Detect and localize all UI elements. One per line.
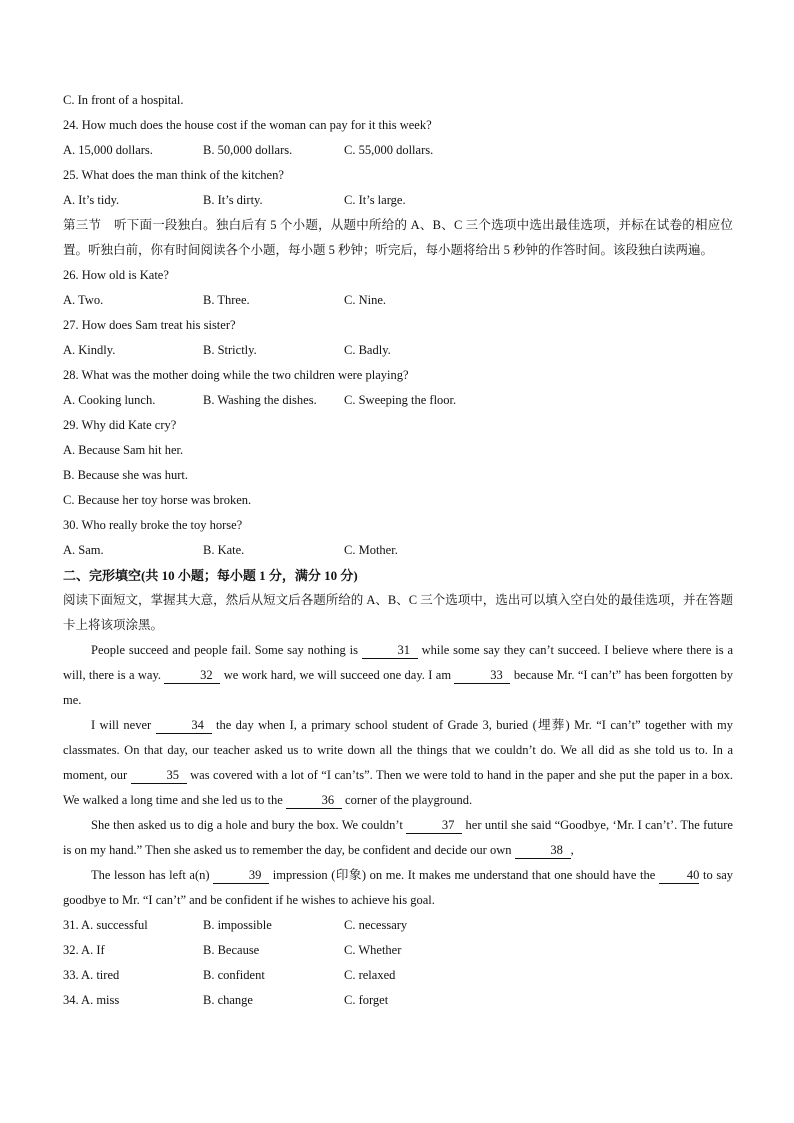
passage-paragraph-3: [63, 813, 733, 863]
options-24: [63, 138, 733, 163]
option-a: A. It’s tidy.: [63, 193, 120, 207]
passage-text: She then asked us to dig a hole and bury the box. We couldn’t: [91, 818, 407, 832]
option-c: C. Mother.: [344, 543, 398, 557]
exam-page: [63, 88, 733, 1013]
option-b: B. Washing the dishes.: [203, 393, 317, 407]
option-a: A. 15,000 dollars.: [63, 143, 153, 157]
part2-instructions: 阅读下面短文，掌握其大意，然后从短文后各题所给的 A、B、C 三个选项中，选出可以填入空白处的最佳选项，并在答题卡上将该项涂黑。: [63, 593, 733, 632]
part2-heading: 二、完形填空(共 10 小题；每小题 1 分，满分 10 分): [63, 568, 358, 583]
question-24: 24. How much does the house cost if the woman can pay for it this week?: [63, 118, 432, 132]
option-c: C. It’s large.: [344, 193, 406, 207]
option-a: A. Cooking lunch.: [63, 393, 156, 407]
option-c: C. necessary: [344, 918, 408, 932]
passage-text: her until she said “Goodbye, ‘Mr. I can’t’. The future is on my hand.” Then she asked us to remember the day, be confident and decide our own: [63, 818, 733, 857]
passage-text: to say goodbye to Mr. “I can’t” and be confident if he wishes to achieve his goal.: [63, 868, 733, 907]
blank-32: 32: [164, 668, 220, 684]
passage-text: we work hard, we will succeed one day. I am: [220, 668, 455, 682]
blank-35: 35: [131, 768, 187, 784]
options-26: [63, 288, 733, 313]
passage-text: The lesson has left a(n): [91, 868, 214, 882]
passage-paragraph-4: [63, 863, 733, 913]
passage-text: the day when I, a primary school student of Grade 3, buried (埋葬) Mr. “I can’t” together with my classmates. On that day, our teacher asked us to write down all the things that we couldn’t do. We all did as she told us to. In a moment, our: [63, 718, 733, 782]
option-c: C. Badly.: [344, 343, 391, 357]
cloze-options-31: [63, 913, 733, 938]
passage-text: while some say they can’t succeed. I believe where there is a will, there is a way.: [63, 643, 733, 682]
passage-paragraph-2: [63, 713, 733, 813]
cloze-options-33: [63, 963, 733, 988]
option-a: A. Kindly.: [63, 343, 116, 357]
option-b: B. Strictly.: [203, 343, 257, 357]
passage-paragraph-1: [63, 638, 733, 713]
option-a: A. Because Sam hit her.: [63, 443, 184, 457]
option-b: B. Because she was hurt.: [63, 468, 188, 482]
question-29: 29. Why did Kate cry?: [63, 418, 177, 432]
blank-39: 39: [213, 868, 269, 884]
passage-text: impression (印象) on me. It makes me understand that one should have the: [269, 868, 659, 882]
option-b: B. Because: [203, 943, 260, 957]
option-b: B. 50,000 dollars.: [203, 143, 293, 157]
option-b: B. confident: [203, 968, 265, 982]
option-line: C. In front of a hospital.: [63, 93, 184, 107]
option-c: C. Whether: [344, 943, 402, 957]
option-a: 31. A. successful: [63, 918, 148, 932]
option-b: B. Three.: [203, 293, 250, 307]
cloze-options-34: [63, 988, 733, 1013]
option-a: 33. A. tired: [63, 968, 120, 982]
cloze-options-32: [63, 938, 733, 963]
option-c: C. relaxed: [344, 968, 396, 982]
blank-37: 37: [406, 818, 462, 834]
passage-text: corner of the playground.: [341, 793, 473, 807]
passage-text: People succeed and people fail. Some say nothing is: [91, 643, 362, 657]
passage-text: ,: [570, 843, 574, 857]
option-c: C. Nine.: [344, 293, 387, 307]
option-b: B. change: [203, 993, 253, 1007]
option-b: B. Kate.: [203, 543, 245, 557]
question-27: 27. How does Sam treat his sister?: [63, 318, 236, 332]
option-b: B. It’s dirty.: [203, 193, 263, 207]
question-26: 26. How old is Kate?: [63, 268, 169, 282]
option-c: C. forget: [344, 993, 389, 1007]
question-30: 30. Who really broke the toy horse?: [63, 518, 243, 532]
option-a: A. Two.: [63, 293, 104, 307]
option-a: A. Sam.: [63, 543, 104, 557]
blank-31: 31: [362, 643, 418, 659]
blank-36: 36: [286, 793, 342, 809]
passage-text: was covered with a lot of “I can’ts”. Then we were told to hand in the paper and she put the paper in a box. We walked a long time and she led us to the: [63, 768, 733, 807]
option-c: C. 55,000 dollars.: [344, 143, 434, 157]
blank-38: 38: [515, 843, 571, 859]
section3-instructions: 第三节 听下面一段独白。独白后有 5 个小题，从题中所给的 A、B、C 三个选项中选出最佳选项，并标在试卷的相应位置。听独白前，你有时间阅读各个小题，每小题 5 秒钟；听完后，每小题将给出 5 秒钟的作答时间。该段独白读两遍。: [63, 218, 733, 257]
option-b: B. impossible: [203, 918, 272, 932]
option-c: C. Sweeping the floor.: [344, 393, 457, 407]
options-30: [63, 538, 733, 563]
question-25: 25. What does the man think of the kitchen?: [63, 168, 284, 182]
options-25: [63, 188, 733, 213]
blank-33: 33: [454, 668, 510, 684]
option-c: C. Because her toy horse was broken.: [63, 493, 252, 507]
options-28: [63, 388, 733, 413]
option-a: 32. A. If: [63, 943, 105, 957]
option-a: 34. A. miss: [63, 993, 120, 1007]
passage-text: I will never: [91, 718, 156, 732]
question-28: 28. What was the mother doing while the two children were playing?: [63, 368, 409, 382]
blank-34: 34: [156, 718, 212, 734]
options-27: [63, 338, 733, 363]
blank-40: 40: [659, 868, 700, 884]
passage-text: because Mr. “I can’t” has been forgotten by me.: [63, 668, 734, 707]
